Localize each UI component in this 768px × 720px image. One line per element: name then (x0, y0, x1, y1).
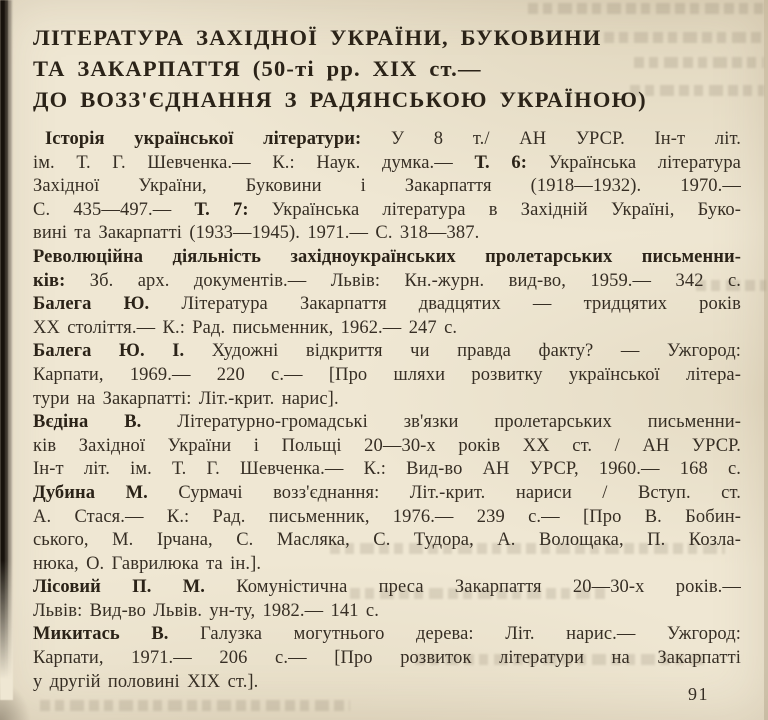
bibliography-entry (33, 623, 741, 694)
section-title-line: ЛІТЕРАТУРА ЗАХІДНОЇ УКРАЇНИ, БУКОВИНИ (33, 25, 602, 50)
bibliography-line (33, 270, 741, 294)
entry-text: ків Західної України і Польщі 20—30-х років XX ст. / АН УРСР. (33, 435, 741, 456)
bibliography-line (33, 553, 741, 577)
entry-text: нюка, О. Гаврилюка та ін.]. (33, 553, 262, 574)
entry-text: Львів: Вид-во Львів. ун-ту, 1982.— 141 с. (33, 600, 379, 621)
bibliography-entry (33, 411, 741, 482)
entry-text: Сурмачі возз'єднання: Літ.-крит. нариси / Вступ. ст. (178, 482, 741, 503)
bibliography-line (33, 317, 741, 341)
entry-bold-heading: Балега Ю. (33, 294, 182, 315)
page-number: 91 (688, 684, 709, 704)
bibliography-line (33, 529, 741, 553)
entry-text: Українська література (548, 152, 741, 173)
entry-text: ім. Т. Г. Шевченка.— К.: Наук. думка.— (33, 152, 475, 173)
bibliography-line (33, 175, 741, 199)
entry-text: Західної України, Буковини і Закарпаття (1918—1932). 1970.— (33, 176, 741, 197)
page-edge-highlight (764, 0, 768, 720)
entry-bold-heading: Микитась В. (33, 624, 201, 645)
entry-bold-heading: Дубина М. (33, 482, 179, 503)
entry-text: Карпати, 1971.— 206 с.— [Про розвиток літератури на Закарпатті (33, 648, 741, 669)
bibliography-line (33, 293, 741, 317)
bibliography-entry (33, 128, 741, 246)
bibliography-line (33, 576, 741, 600)
bleedthrough-text (40, 700, 350, 711)
entry-text: у другій половині XIX ст.]. (33, 671, 259, 692)
bibliography-line (33, 222, 741, 246)
bibliography-line (33, 340, 741, 364)
entry-bold-heading: Лісовий П. М. (33, 577, 237, 598)
bibliography-line (33, 458, 741, 482)
bibliography-line (33, 388, 741, 412)
entry-bold-heading: Балега Ю. І. (33, 341, 212, 362)
entry-bold-heading: Т. 7: (194, 199, 272, 220)
entry-text: С. 435—497.— (33, 199, 195, 220)
section-title (33, 22, 741, 115)
bibliography-line (33, 199, 741, 223)
bibliography-line (33, 671, 741, 695)
bibliography-line (33, 435, 741, 459)
entry-text: Галузка могутнього дерева: Літ. нарис.— Ужгород: (200, 624, 741, 645)
bibliography-line (33, 364, 741, 388)
entry-text: А. Стася.— К.: Рад. письменник, 1976.— 239 с.— [Про В. Бобин- (33, 506, 741, 527)
section-title-line: ДО ВОЗЗ'ЄДНАННЯ З РАДЯНСЬКОЮ УКРАЇНОЮ) (33, 87, 647, 112)
page-content (33, 22, 741, 694)
bibliography-entry (33, 340, 741, 411)
book-gutter-shadow (0, 0, 13, 700)
bibliography-line (33, 246, 741, 270)
bibliography-line (33, 482, 741, 506)
bibliography-line (33, 623, 741, 647)
bibliography-line (33, 506, 741, 530)
entry-text: вині та Закарпатті (1933—1945). 1971.— С. 318—387. (33, 223, 480, 244)
entry-text: Художні відкриття чи правда факту? — Ужгород: (211, 341, 741, 362)
bibliography-entry (33, 293, 741, 340)
section-title-line: ТА ЗАКАРПАТТЯ (50-ті рр. XIX ст.— (33, 56, 482, 81)
entry-text: Ін-т літ. ім. Т. Г. Шевченка.— К.: Вид-во АН УРСР, 1960.— 168 с. (33, 459, 741, 480)
entry-text: У 8 т./ АН УРСР. Ін-т літ. (390, 129, 741, 149)
bibliography-line (33, 411, 741, 435)
entry-text: Зб. арх. документів.— Львів: Кн.-журн. вид-во, 1959.— 342 с. (89, 270, 741, 291)
entry-text: Літературно-громадські зв'язки пролетарських письменни- (177, 412, 741, 433)
entry-text: Карпати, 1969.— 220 с.— [Про шляхи розвитку української літера- (33, 364, 741, 385)
entry-bold-heading: Революційна діяльність західноукраїнських пролетарських письменни- (33, 246, 741, 267)
bibliography-line (33, 647, 741, 671)
bibliography-line (33, 600, 741, 624)
entry-bold-heading: Т. 6: (474, 152, 549, 173)
entry-text: XX століття.— К.: Рад. письменник, 1962.— 247 с. (33, 317, 458, 338)
entry-bold-heading: Історія української літератури: (45, 129, 391, 149)
entry-text: тури на Закарпатті: Літ.-крит. нарис]. (33, 388, 339, 409)
entry-bold-heading: ків: (33, 270, 90, 291)
bleedthrough-text (528, 3, 763, 14)
bibliography-entry (33, 482, 741, 576)
bibliography-entry (33, 576, 741, 623)
bibliography-line (33, 152, 741, 176)
entry-text: Література Закарпаття двадцятих — тридцятих років (181, 294, 741, 315)
bibliography-list (33, 128, 741, 694)
entry-text: Українська література в Західній Україні, Буко- (271, 199, 741, 220)
entry-text: ського, М. Ірчана, С. Масляка, С. Тудора, А. Волощака, П. Козла- (33, 530, 741, 551)
entry-bold-heading: Вєдіна В. (33, 412, 178, 433)
bibliography-line (33, 128, 741, 152)
entry-text: Комуністична преса Закарпаття 20—30-х років.— (236, 577, 741, 598)
bibliography-entry (33, 246, 741, 293)
